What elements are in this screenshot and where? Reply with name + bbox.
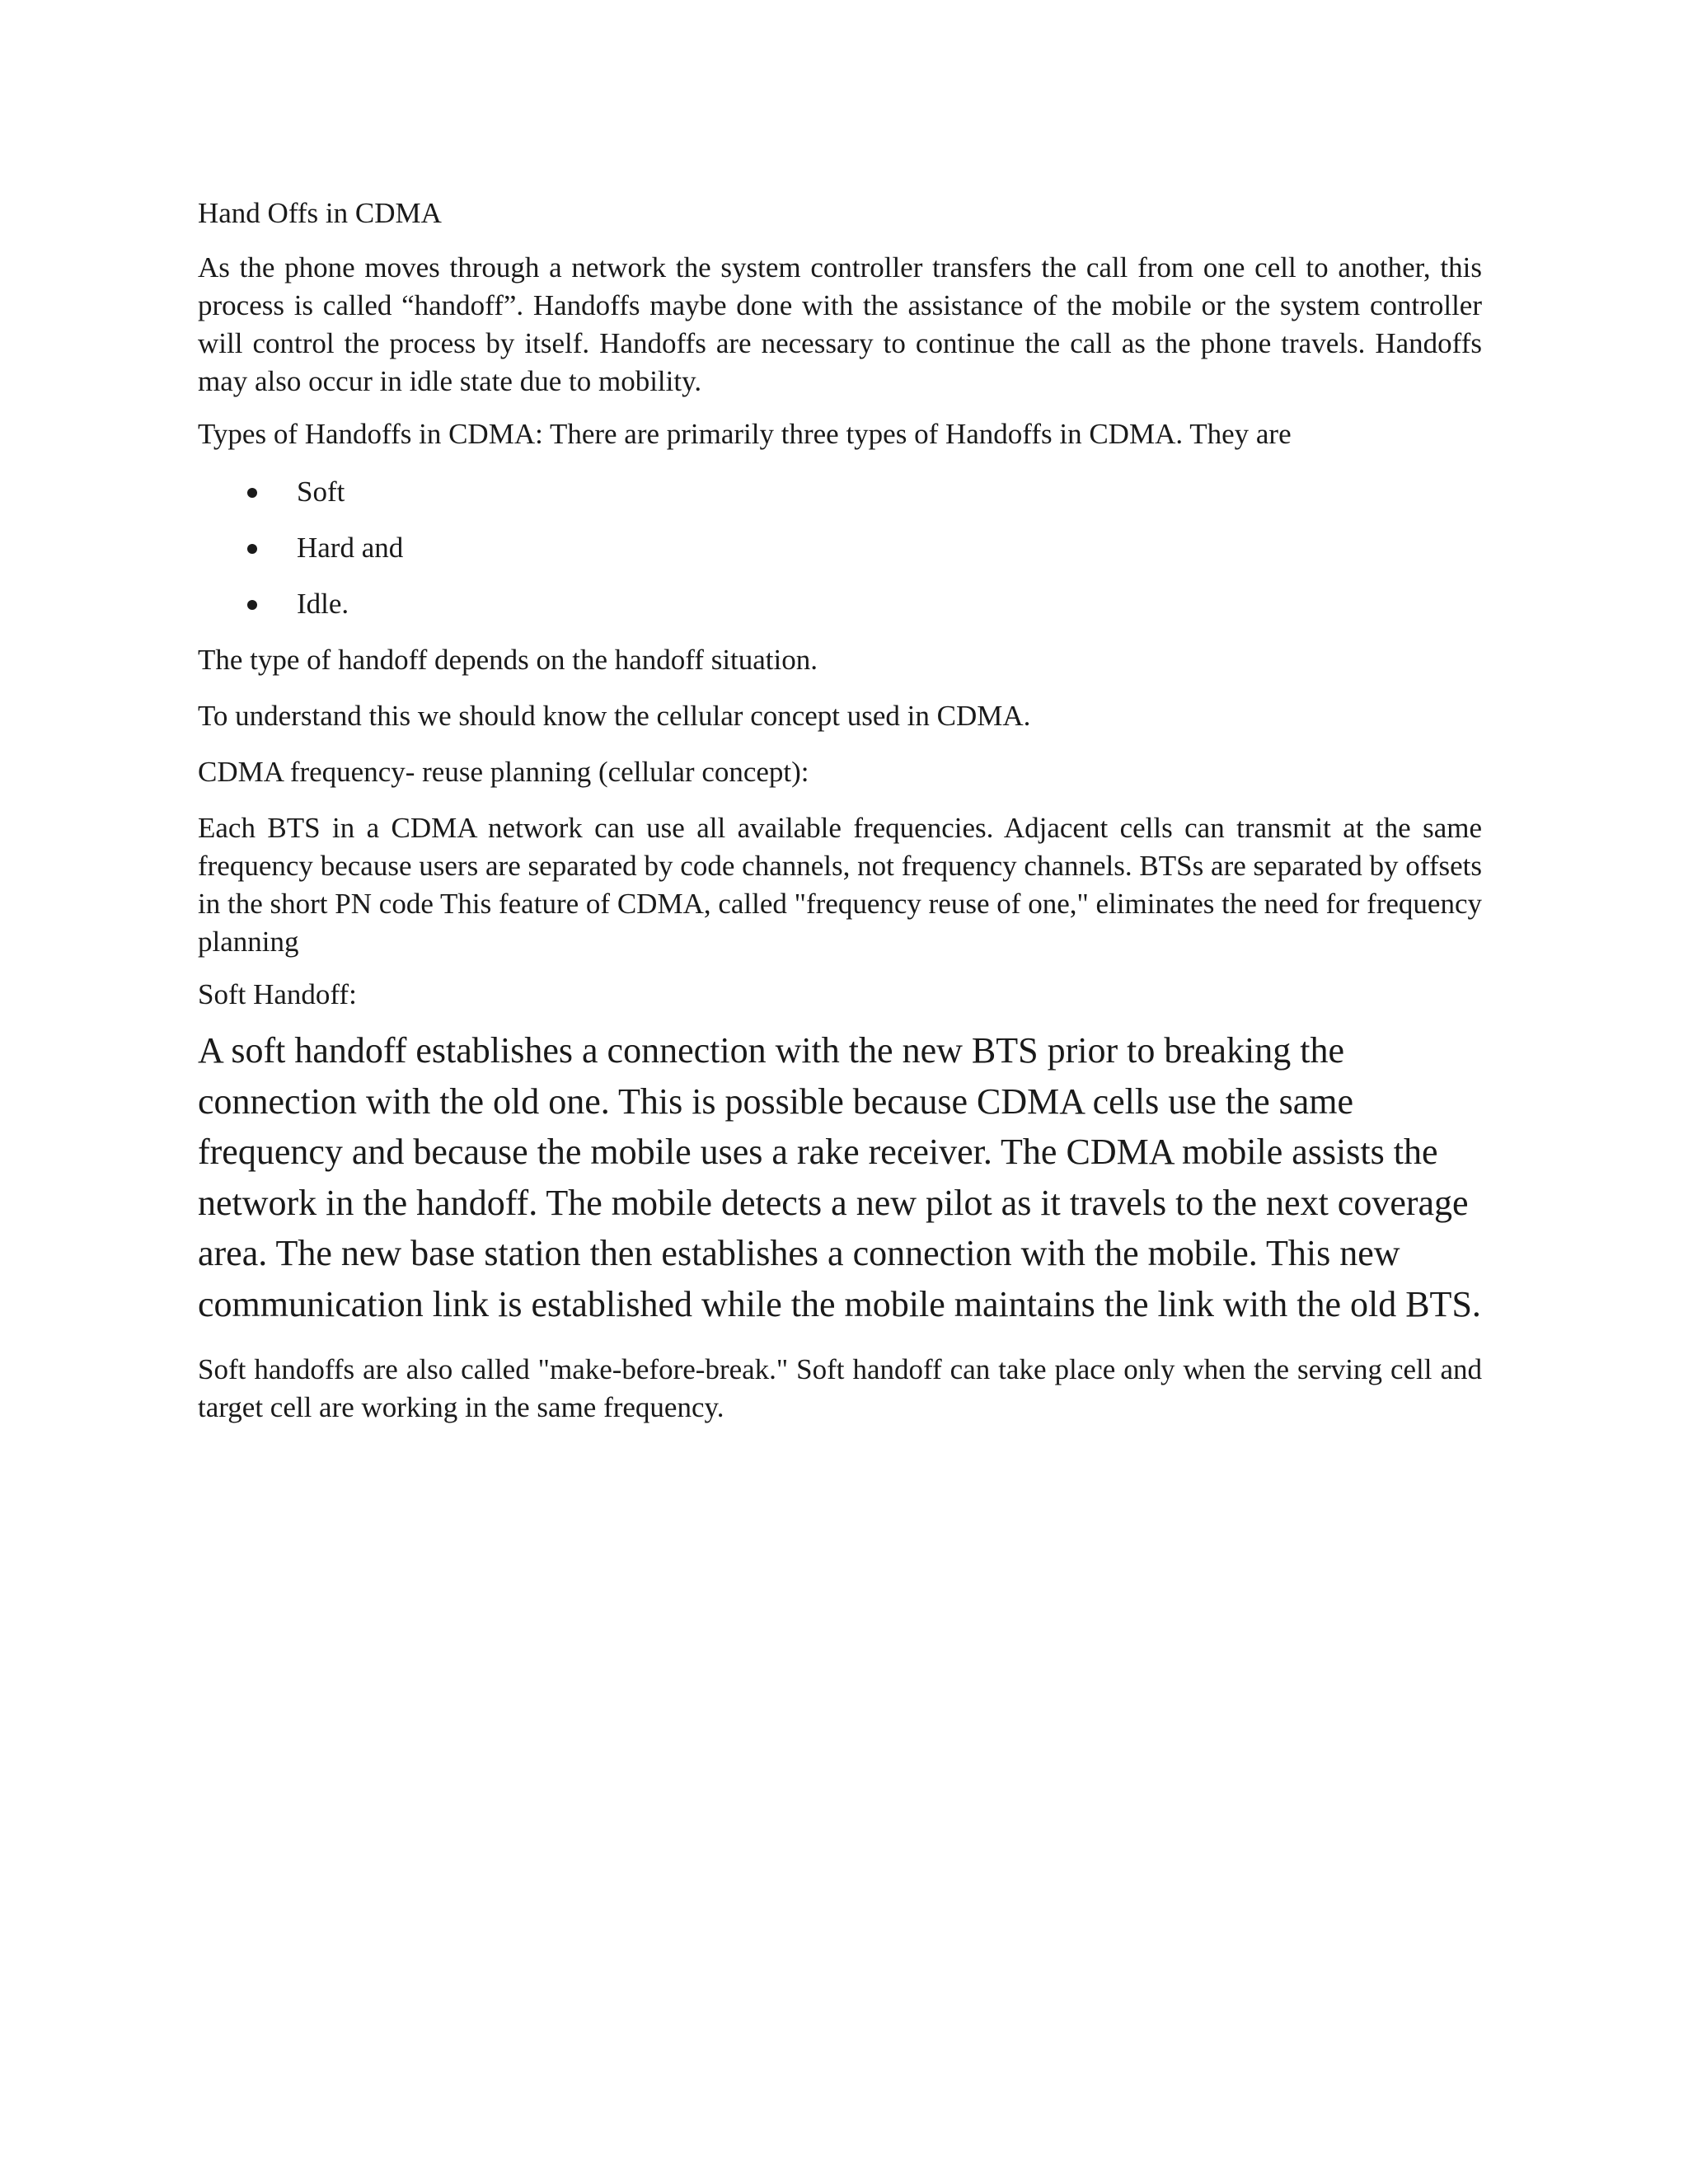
reuse-paragraph: Each BTS in a CDMA network can use all available frequencies. Adjacent cells can transmit at the same frequency because users are separated by code channels, not frequency channels. BTSs are separated by offsets in the short PN code This feature of CDMA, called "frequency reuse of one," eliminates the need for frequency planning bbox=[198, 812, 1482, 958]
reuse-heading: CDMA frequency- reuse planning (cellular concept): bbox=[198, 756, 809, 788]
soft-handoff-note: Soft handoffs are also called "make-before-break." Soft handoff can take place only when the serving cell and target cell are working in the same frequency. bbox=[198, 1353, 1482, 1423]
understand-text: To understand this we should know the cellular concept used in CDMA. bbox=[198, 700, 1031, 732]
intro-paragraph: As the phone moves through a network the system controller transfers the call from one cell to another, this process is called “handoff”. Handoffs maybe done with the assistance of the mobile or the system controller will control the process by itself. Handoffs are necessary to continue the call as the phone travels. Handoffs may also occur in idle state due to mobility. bbox=[198, 251, 1482, 397]
document-body bbox=[198, 194, 1482, 1427]
document-title: Hand Offs in CDMA bbox=[198, 197, 442, 229]
list-item-label: Soft bbox=[297, 476, 345, 508]
list-item bbox=[198, 473, 1482, 511]
bullet-icon bbox=[247, 488, 257, 498]
bullet-icon bbox=[247, 600, 257, 610]
soft-handoff-heading: Soft Handoff: bbox=[198, 978, 357, 1010]
list-item bbox=[198, 529, 1482, 567]
handoff-types-list bbox=[198, 473, 1482, 623]
soft-handoff-paragraph: A soft handoff establishes a connection with the new BTS prior to breaking the connection with the old one. This is possible because CDMA cells use the same frequency and because the mobile uses a rake receiver. The CDMA mobile assists the network in the handoff. The mobile detects a new pilot as it travels to the next coverage area. The new base station then establishes a connection with the mobile. This new communication link is established while the mobile maintains the link with the old BTS. bbox=[198, 1030, 1481, 1324]
list-item bbox=[198, 585, 1482, 623]
types-intro: Types of Handoffs in CDMA: There are primarily three types of Handoffs in CDMA. They are bbox=[198, 418, 1292, 450]
type-depends-text: The type of handoff depends on the handoff situation. bbox=[198, 644, 818, 676]
list-item-label: Hard and bbox=[297, 532, 404, 564]
list-item-label: Idle. bbox=[297, 588, 349, 620]
bullet-icon bbox=[247, 544, 257, 554]
